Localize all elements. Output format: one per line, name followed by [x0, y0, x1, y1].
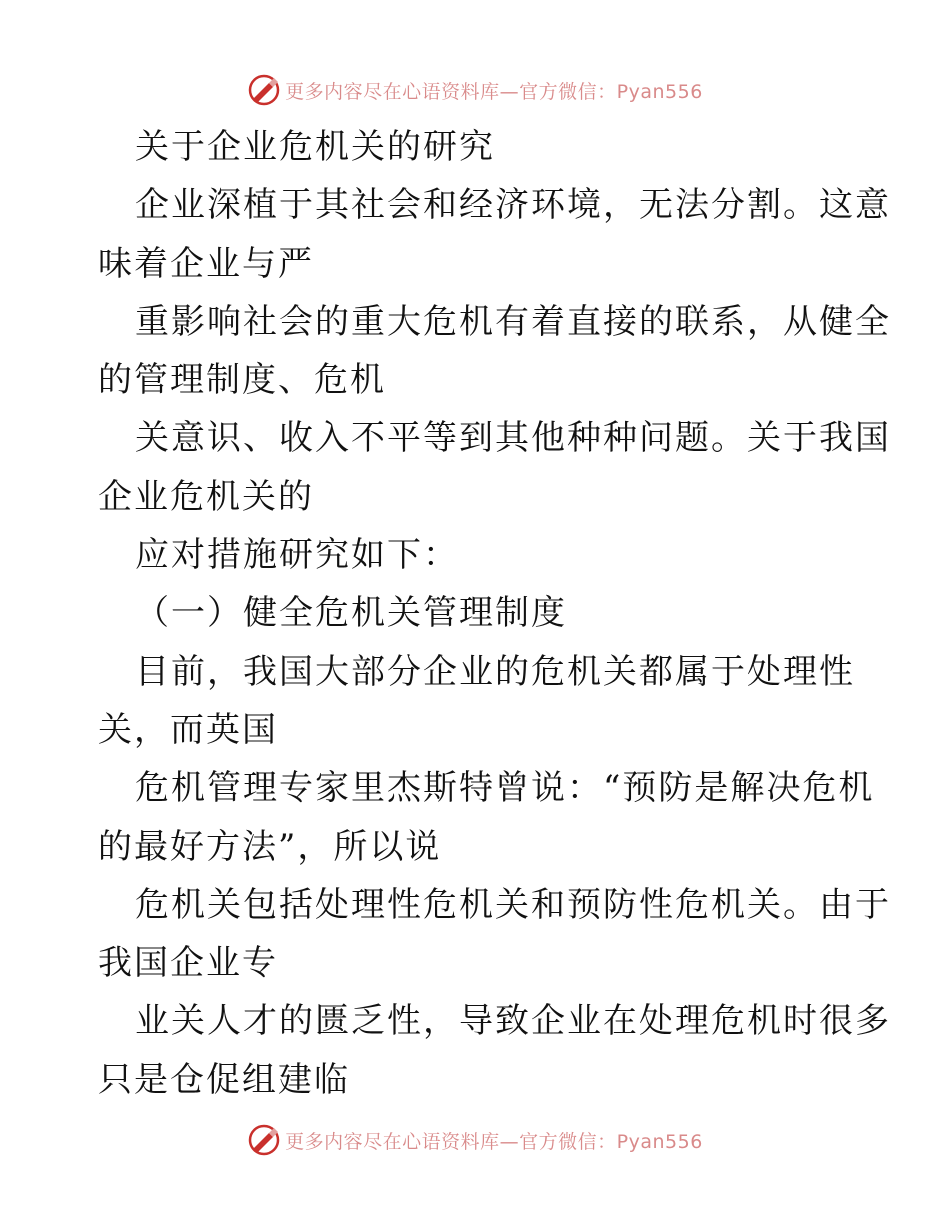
text-line: 我国企业专	[98, 943, 278, 984]
text-line: 重影响社会的重大危机有着直接的联系，从健全	[135, 301, 891, 342]
header-watermark	[0, 70, 950, 110]
document-body	[98, 118, 891, 1109]
text-line: 的管理制度、危机	[98, 360, 386, 401]
text-line: 只是仓促组建临	[98, 1059, 350, 1100]
footer-watermark	[0, 1120, 950, 1160]
text-line: （一）健全危机关管理制度	[135, 593, 567, 634]
text-line: 味着企业与严	[98, 243, 314, 284]
text-line: 企业危机关的	[98, 476, 314, 517]
pen-nib-logo-icon	[247, 1123, 281, 1157]
text-line: 的最好方法”，所以说	[98, 826, 442, 867]
pen-nib-logo-icon	[247, 73, 281, 107]
text-line: 危机关包括处理性危机关和预防性危机关。由于	[135, 884, 891, 925]
text-line: 关意识、收入不平等到其他种种问题。关于我国	[135, 418, 891, 459]
text-line: 应对措施研究如下：	[135, 535, 459, 576]
watermark-text: 更多内容尽在心语资料库—官方微信：Pyan556	[285, 1130, 703, 1153]
text-line: 企业深植于其社会和经济环境，无法分割。这意	[135, 185, 891, 226]
text-line: 关，而英国	[98, 709, 278, 750]
text-line: 目前，我国大部分企业的危机关都属于处理性	[135, 651, 855, 692]
watermark-text: 更多内容尽在心语资料库—官方微信：Pyan556	[285, 80, 703, 103]
text-line: 业关人才的匮乏性，导致企业在处理危机时很多	[135, 1001, 891, 1042]
text-line: 关于企业危机关的研究	[135, 127, 495, 167]
text-line: 危机管理专家里杰斯特曾说：“预防是解决危机	[135, 768, 875, 809]
